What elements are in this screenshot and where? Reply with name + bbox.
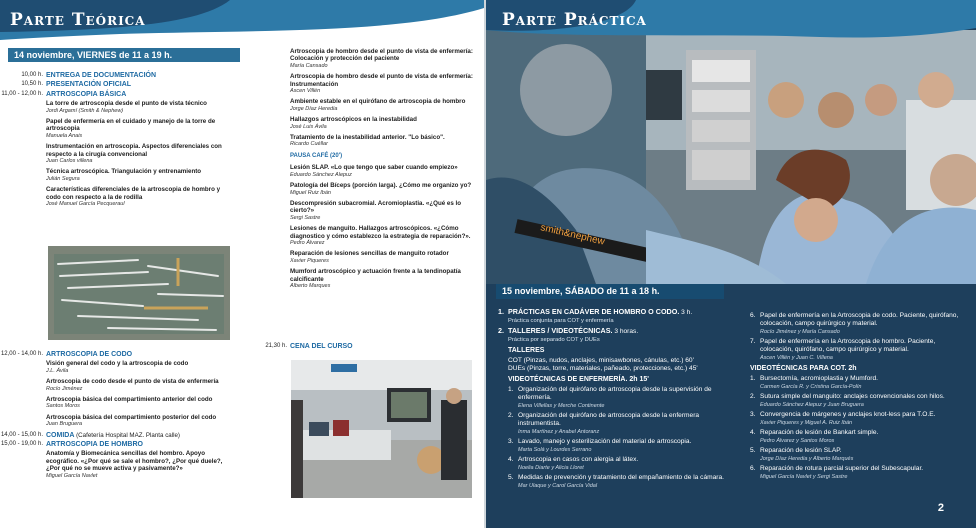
schedule-row	[0, 91, 232, 98]
practice-note: Práctica por separado COT y DUEs	[508, 337, 600, 343]
item-number: 4.	[508, 456, 514, 463]
item-author: Rocío Jiménez y María Cansado	[760, 329, 840, 335]
schedule-item: ARTROSCOPIA BÁSICA	[46, 90, 127, 98]
item-author: Manuela Anais	[46, 132, 83, 139]
item-title: Instrumentación en artroscopia. Aspectos diferenciales con respecto a la cirugía convencional	[46, 143, 222, 158]
item-title: Reparación de lesión de Bankart simple.	[760, 429, 879, 436]
item-author: José Manuel García Pecqueraul	[46, 201, 125, 208]
schedule-item	[46, 396, 232, 411]
schedule-item	[46, 100, 232, 115]
item-title: La torre de artroscopia desde el punto de vista técnico	[46, 100, 207, 108]
schedule-item	[290, 134, 476, 149]
schedule-item	[290, 250, 476, 265]
time-label: 14,00 - 15,00 h.	[0, 431, 43, 438]
numbered-item	[508, 386, 738, 410]
hombro-list-2	[290, 164, 476, 290]
item-title: Bursectomía, acromioplastia y Mumford.	[760, 375, 878, 382]
item-author: Jorge Díaz Heredia	[290, 105, 338, 112]
item-author: Miguel García Navlet	[46, 472, 98, 479]
item-title: Lavado, manejo y esterilización del material de artroscopia.	[518, 438, 692, 445]
schedule-item	[46, 414, 232, 429]
numbered-item	[750, 312, 970, 336]
practice-column-2	[750, 312, 970, 483]
schedule-column-1	[0, 72, 232, 212]
item-number: 5.	[750, 447, 756, 454]
basica-list	[0, 100, 232, 208]
schedule-item	[290, 268, 476, 290]
schedule-item: PRESENTACIÓN OFICIAL	[46, 81, 132, 89]
practice-note: Práctica conjunta para COT y enfermería	[508, 318, 614, 324]
item-author: Ricardo Cuéllar	[290, 141, 328, 148]
schedule-item	[46, 360, 232, 375]
codo-list	[0, 360, 232, 428]
practice-duration: 3 horas.	[614, 328, 639, 335]
item-author: Ascen Villén	[290, 88, 321, 95]
item-title: Patología del Bíceps (porción larga). ¿Cómo me organizo yo?	[290, 182, 472, 190]
schedule-item	[290, 98, 476, 113]
schedule-row	[0, 432, 232, 439]
cot-list	[750, 375, 970, 481]
item-number: 2.	[508, 412, 514, 419]
schedule-item	[290, 200, 476, 222]
item-title: Reparación de lesiones sencillas de manguito rotador	[290, 250, 449, 258]
enfermeria-list-cont	[750, 312, 970, 362]
item-author: J.L. Ávila	[46, 367, 69, 374]
item-author: Xavier Piqueres y Miguel A. Ruiz Ibán	[760, 420, 853, 426]
item-title: Hallazgos artroscópicos en la inestabilidad	[290, 116, 417, 124]
section-title-teorica: Parte Teórica	[10, 10, 146, 30]
left-page	[0, 0, 484, 528]
schedule-item	[290, 73, 476, 95]
codo-section	[0, 351, 232, 480]
item-author: Ascen Villén y Juan C. Villena	[760, 355, 833, 361]
item-title: Tratamiento de la inestabilidad anterior. "Lo básico".	[290, 134, 445, 142]
item-title: Papel de enfermería en la Artroscopia de codo. Paciente, quirófano, colocación, campo quirúrgico y material.	[760, 312, 959, 327]
schedule-row	[0, 81, 232, 88]
practice-column-1	[498, 308, 738, 492]
item-author: José Luis Ávila	[290, 123, 327, 130]
operating-room-photo	[486, 30, 976, 284]
time-label: 15,00 - 19,00 h.	[0, 441, 43, 448]
item-title: Reparación de lesión SLAP.	[760, 447, 842, 454]
item-author: Miguel Ruiz Ibán	[290, 189, 331, 196]
schedule-item	[290, 225, 476, 247]
item-author: Eduardo Sánchez Alepuz	[290, 171, 352, 178]
numbered-item	[508, 412, 738, 436]
item-author: Miguel García Navlet y Sergi Sastre	[760, 474, 848, 480]
schedule-column-2	[290, 48, 476, 293]
item-title: Descompresión subacromial. Acromioplastia. «¿Qué es lo cierto?»	[290, 199, 462, 215]
item-title: Artroscopia básica del compartimiento posterior del codo	[46, 413, 217, 421]
workshop-photo	[291, 360, 472, 498]
item-author: Inma Martínez y Anabel Antoranz	[518, 429, 600, 435]
item-title: Artroscopia de hombro desde el punto de vista de enfermería: Instrumentación	[290, 73, 473, 88]
numbered-item	[508, 438, 738, 454]
right-page	[486, 0, 976, 528]
schedule-item	[46, 143, 232, 165]
schedule-item: ENTREGA DE DOCUMENTACIÓN	[46, 72, 157, 79]
item-author: Jordi Argamí (Smith & Nephew)	[46, 107, 124, 114]
numbered-item	[750, 338, 970, 362]
schedule-item	[46, 186, 232, 208]
schedule-item	[46, 378, 232, 393]
numbered-item	[750, 411, 970, 427]
cena-heading: CENA DEL CURSO	[290, 343, 353, 350]
item-author: Eduardo Sánchez Alepuz y Juan Bruguera	[760, 402, 864, 408]
item-title: Artroscopia de codo desde el punto de vista de enfermería	[46, 378, 219, 386]
item-number: 3.	[750, 411, 756, 418]
item-title: Técnica artroscópica. Triangulación y entrenamiento	[46, 168, 202, 176]
item-number: 4.	[750, 429, 756, 436]
item-author: Sergi Sastre	[290, 214, 321, 221]
item-title: Artroscopia de hombro desde el punto de vista de enfermería: Colocación y protección del paciente	[290, 48, 473, 63]
schedule-item	[290, 48, 476, 70]
talleres-heading: TALLERES	[508, 347, 545, 354]
numbered-item	[750, 375, 970, 391]
time-label: 21,30 h.	[265, 343, 287, 349]
item-author: Julián Segura	[46, 175, 80, 182]
item-title: Ambiente estable en el quirófano de artroscopia de hombro	[290, 98, 466, 106]
talleres-cot: COT (Pinzas, nudos, anclajes, minisawbones, cánulas, etc.) 60'	[508, 357, 694, 364]
item-author: Noelia Diarte y Alicia Lloret	[518, 465, 584, 471]
schedule-item	[46, 168, 232, 183]
time-label: 10,00 h.	[21, 72, 43, 78]
item-title: Lesión SLAP. «Lo que tengo que saber cuando empiezo»	[290, 164, 458, 172]
item-number: 1.	[508, 386, 514, 393]
cena-row	[250, 343, 480, 352]
item-author: Marta Solá y Lourdes Serrano	[518, 447, 592, 453]
schedule-row	[0, 72, 232, 79]
comida-heading: COMIDA	[46, 431, 75, 439]
item-author: Santos Moros	[46, 403, 80, 410]
item-number: 7.	[750, 338, 756, 345]
item-title: Reparación de rotura parcial superior del Subescapular.	[760, 465, 924, 472]
time-label: 11,00 - 12,00 h.	[1, 90, 43, 97]
item-title: Papel de enfermería en el cuidado y manejo de la torre de artroscopia	[46, 118, 216, 133]
instruments-photo	[48, 246, 230, 340]
item-author: Alberto Marques	[290, 282, 331, 289]
hombro-first-item	[0, 450, 232, 480]
practice-title: TALLERES / VIDEOTÉCNICAS.	[508, 326, 613, 335]
item-number: 5.	[508, 474, 514, 481]
comida-note: (Cafetería Hospital MAZ. Planta calle)	[76, 431, 180, 439]
talleres-due: DUEs (Pinzas, torre, materiales, pañeado, protecciones, etc.) 45'	[508, 365, 698, 372]
numbered-item	[750, 393, 970, 409]
practice-title: PRÁCTICAS EN CADÁVER DE HOMBRO O CODO.	[508, 307, 680, 316]
item-number: 6.	[750, 465, 756, 472]
section-heading-hombro: ARTROSCOPIA DE HOMBRO	[46, 441, 143, 449]
page-number: 2	[937, 502, 944, 514]
item-author: Pedro Álvarez	[290, 239, 325, 246]
item-title: Artroscopia en casos con alergia al látex.	[518, 456, 639, 463]
item-title: Organización del quirófano de artroscopia desde la enfermera instrumentista.	[518, 412, 700, 427]
schedule-item	[290, 164, 476, 179]
hombro-list	[290, 48, 476, 149]
item-title: Mumford artroscópico y actuación frente a la tendinopatía calcificante	[290, 268, 461, 283]
item-author: Rocío Jiménez	[46, 385, 83, 392]
numbered-item	[508, 456, 738, 472]
day-bar-viernes: 14 noviembre, VIERNES de 11 a 19 h.	[8, 48, 240, 62]
practice-item: 1. PRÁCTICAS EN CADÁVER DE HOMBRO O CODO. 3 h. Práctica conjunta para COT y enfermería	[498, 307, 693, 324]
photo-brand-text: smith&nephew	[539, 222, 606, 248]
item-title: Anatomía y Biomecánica sencillas del hombro. Apoyo ecográfico. «¿Por qué se sale el hombro?, ¿Por qué duele?, ¿Por qué no se mueve activa y pasivamente?»	[46, 450, 223, 473]
item-author: María Cansado	[290, 62, 328, 69]
enfermeria-list	[508, 386, 738, 490]
day-bar-sabado: 15 noviembre, SÁBADO de 11 a 18 h.	[496, 284, 724, 299]
item-title: Sutura simple del manguito: anclajes convencionales con hilos.	[760, 393, 945, 400]
time-label: 12,00 - 14,00 h.	[0, 351, 43, 357]
practice-item: 2. TALLERES / VIDEOTÉCNICAS. 3 horas. Práctica por separado COT y DUEs	[498, 326, 639, 343]
item-number: 3.	[508, 438, 514, 445]
item-number: 2.	[750, 393, 756, 400]
videotecnicas-cot-heading: VIDEOTÉCNICAS PARA COT. 2h	[750, 365, 857, 372]
videotecnicas-enfermeria-heading: VIDEOTÉCNICAS DE ENFERMERÍA. 2h 15'	[508, 376, 649, 383]
item-title: Características diferenciales de la artroscopia de hombro y codo con respecto a la de rodilla	[46, 186, 221, 201]
item-number: 6.	[750, 312, 756, 319]
item-title: Visión general del codo y la artroscopia de codo	[46, 360, 189, 368]
section-title-practica: Parte Práctica	[502, 10, 647, 30]
numbered-item	[750, 429, 970, 445]
item-author: Carmen García R. y Cristina García-Polín	[760, 384, 862, 390]
numbered-item	[750, 447, 970, 463]
item-title: Papel de enfermería en la Artroscopia de hombro. Paciente, colocación, quirófano, campo quirúrgico y material.	[760, 338, 936, 353]
item-author: Juan Bruguera	[46, 421, 83, 428]
practice-duration: 3 h.	[681, 309, 693, 316]
numbered-item	[508, 474, 738, 490]
pausa-cafe: PAUSA CAFÉ (20')	[290, 152, 343, 159]
schedule-item	[46, 118, 232, 140]
item-author: Mar Ulaque y Carol García Vidal	[518, 483, 598, 489]
item-author: Pedro Álvarez y Santos Moros	[760, 438, 835, 444]
item-number: 1.	[750, 375, 756, 382]
item-author: Xavier Piqueres	[290, 257, 329, 264]
section-heading-codo: ARTROSCOPIA DE CODO	[46, 351, 133, 358]
time-label: 10,50 h.	[21, 81, 43, 88]
item-title: Medidas de prevención y tratamiento del empañamiento de la cámara.	[518, 474, 724, 481]
item-title: Convergencia de márgenes y anclajes knot-less para T.O.E.	[760, 411, 936, 418]
schedule-item	[290, 182, 476, 197]
numbered-item	[750, 465, 970, 481]
item-title: Artroscopia básica del compartimiento anterior del codo	[46, 396, 213, 404]
schedule-row	[0, 351, 232, 358]
item-author: Jorge Díaz Heredia y Alberto Marqués	[760, 456, 854, 462]
item-title: Organización del quirófano de artroscopia desde la supervisión de enfermería.	[518, 386, 712, 401]
schedule-item	[290, 116, 476, 131]
item-author: Elena Villellas y Merche Continente	[518, 403, 605, 409]
item-title: Lesiones de manguito. Hallazgos artroscópicos. «¿Cómo diagnostico y cómo establezco la estrategia de reparación?».	[290, 225, 471, 240]
item-author: Juan Carlos villena	[46, 158, 93, 165]
schedule-row	[0, 441, 232, 448]
